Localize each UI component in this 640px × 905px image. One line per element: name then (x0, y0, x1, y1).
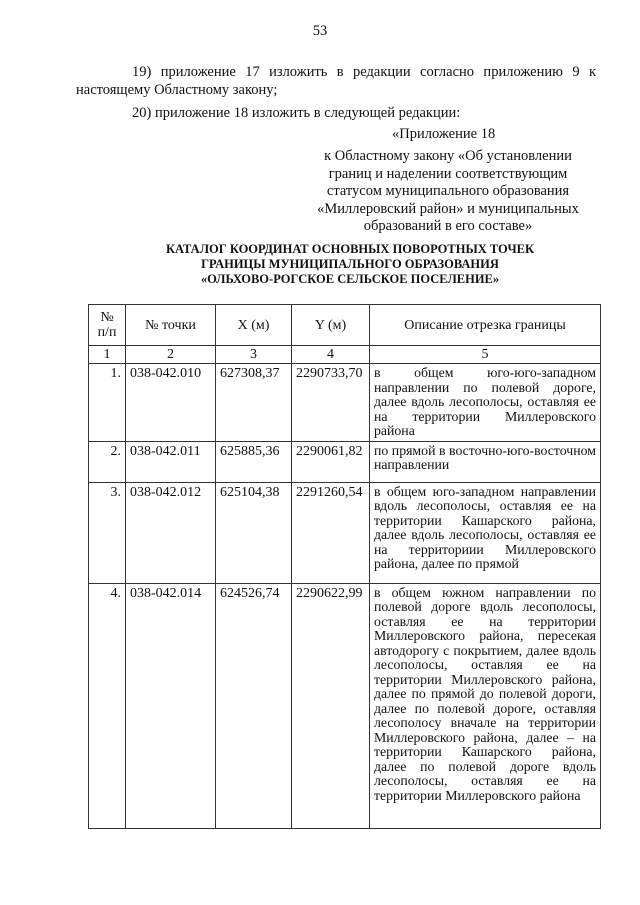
column-number: 5 (370, 346, 601, 364)
item-19-line-1: 19) приложение 17 изложить в редакции согласно приложению 9 к (132, 64, 596, 80)
x-coordinate: 627308,37 (216, 364, 292, 442)
row-number: 3. (89, 482, 126, 583)
catalog-title-line: ГРАНИЦЫ МУНИЦИПАЛЬНОГО ОБРАЗОВАНИЯ (201, 257, 499, 271)
catalog-title-line: КАТАЛОГ КООРДИНАТ ОСНОВНЫХ ПОВОРОТНЫХ ТОЧЕК (165, 242, 535, 256)
header-num-line-2: п/п (97, 325, 117, 340)
coordinates-table (88, 304, 601, 829)
segment-description: в общем юго-западном направлении вдоль лесополосы, оставляя ее на территории Кашарского района, далее вдоль лесополосы, оставляя ее на территориии Миллеровского района, далее по прямой (370, 482, 601, 583)
x-coordinate: 624526,74 (216, 583, 292, 828)
header-x: X (м) (216, 305, 292, 346)
item-19-line-2: настоящему Областному закону; (76, 82, 278, 98)
y-coordinate: 2290061,82 (292, 441, 370, 482)
x-coordinate: 625104,38 (216, 482, 292, 583)
page-number: 53 (312, 23, 328, 39)
segment-description: в общем юго-юго-западном направлении по полевой дороге, далее вдоль лесополосы, оставляя ее на территории Миллеровского района (370, 364, 601, 442)
header-num-line-1: № (100, 310, 114, 325)
appendix-subtitle-line: образований в его составе» (363, 218, 533, 234)
table-header-row (89, 305, 601, 346)
column-number: 4 (292, 346, 370, 364)
header-description: Описание отрезка границы (370, 305, 601, 346)
y-coordinate: 2291260,54 (292, 482, 370, 583)
row-number: 1. (89, 364, 126, 442)
header-num (89, 305, 126, 346)
point-id: 038-042.011 (126, 441, 216, 482)
appendix-subtitle-line: границ и наделении соответствующим (328, 165, 568, 182)
point-id: 038-042.012 (126, 482, 216, 583)
table-row (89, 482, 601, 583)
header-point: № точки (126, 305, 216, 346)
table-row (89, 441, 601, 482)
header-y: Y (м) (292, 305, 370, 346)
column-number: 2 (126, 346, 216, 364)
column-number: 1 (89, 346, 126, 364)
table-row (89, 364, 601, 442)
y-coordinate: 2290622,99 (292, 583, 370, 828)
y-coordinate: 2290733,70 (292, 364, 370, 442)
appendix-subtitle (300, 148, 596, 236)
x-coordinate: 625885,36 (216, 441, 292, 482)
segment-description: в общем южном направлении по полевой дороге вдоль лесополосы, оставляя ее на территории Миллеровского района, пересекая автодорогу с покрытием, далее вдоль лесополосы, оставляя ее на территории Миллеровского района, далее по прямой до полевой дороги, далее по полевой дороге, оставляя лесополосу вначале на территории Миллеровского района, далее – на территории Кашарского района, далее по полевой дороге вдоль лесополосы, оставляя ее на территории Миллеровского района (370, 583, 601, 828)
catalog-title-line: «ОЛЬХОВО-РОГСКОЕ СЕЛЬСКОЕ ПОСЕЛЕНИЕ» (200, 272, 500, 286)
column-number-row (89, 346, 601, 364)
appendix-subtitle-line: «Миллеровский район» и муниципальных (317, 200, 579, 217)
appendix-subtitle-line: к Областному закону «Об установлении (324, 148, 572, 164)
point-id: 038-042.014 (126, 583, 216, 828)
appendix-title: «Приложение 18 (392, 126, 496, 142)
table-row (89, 583, 601, 828)
row-number: 2. (89, 441, 126, 482)
paragraph-item-19 (76, 63, 596, 99)
catalog-title (104, 242, 596, 287)
point-id: 038-042.010 (126, 364, 216, 442)
column-number: 3 (216, 346, 292, 364)
row-number: 4. (89, 583, 126, 828)
paragraph-item-20: 20) приложение 18 изложить в следующей редакции: (132, 105, 461, 121)
appendix-subtitle-line: статусом муниципального образования (326, 183, 570, 199)
segment-description: по прямой в восточно-юго-восточном направлении (370, 441, 601, 482)
